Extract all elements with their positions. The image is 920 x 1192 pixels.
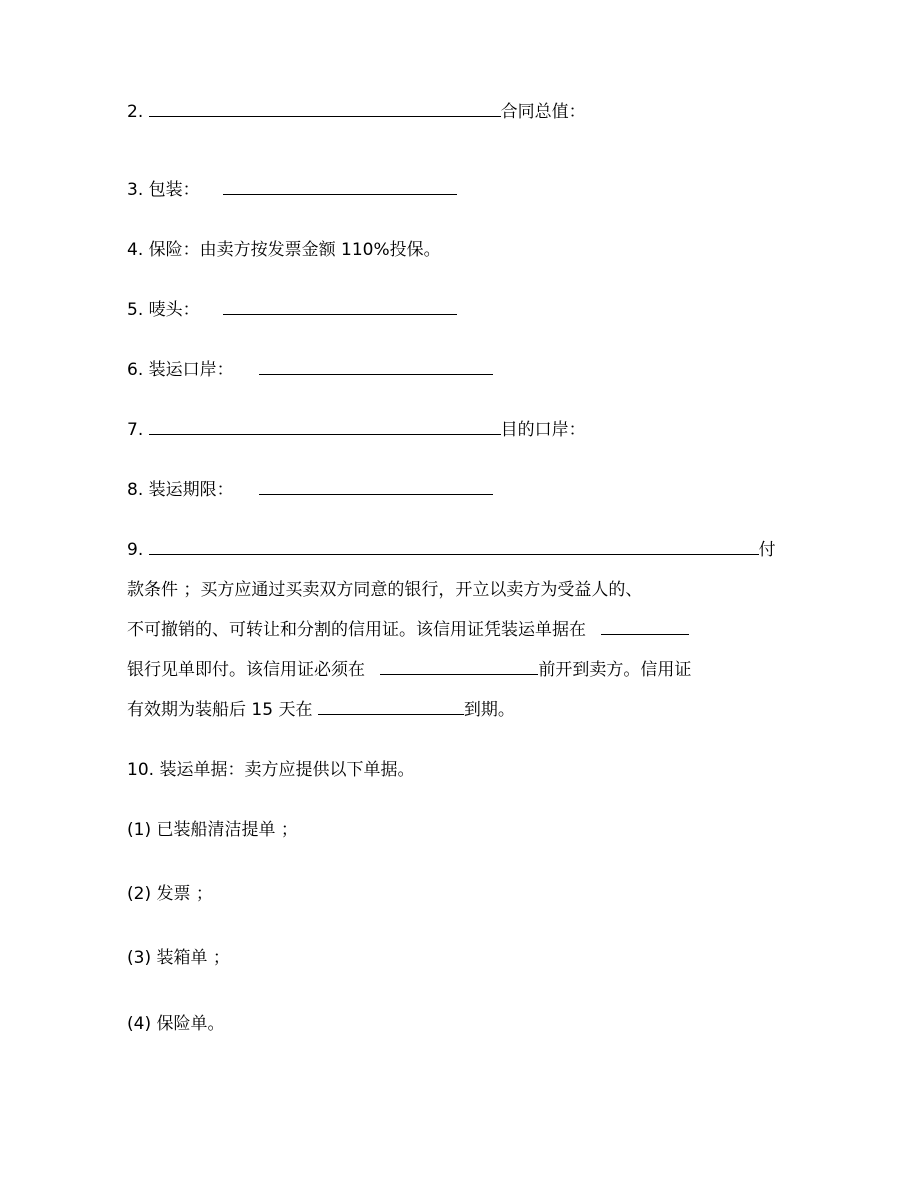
- item-9-days: 15: [251, 700, 274, 720]
- item-10-number: 10.: [127, 760, 155, 780]
- blank-line[interactable]: [223, 298, 457, 315]
- document-item-text: 装箱单 ；: [156, 948, 230, 968]
- item-9-line-4: [127, 698, 515, 722]
- item-9-line-4-mid: 天在: [278, 700, 313, 720]
- item-9-line-2-text: 不可撤销的、可转让和分割的信用证。该信用证凭装运单据在: [127, 620, 586, 640]
- blank-line[interactable]: [318, 698, 464, 715]
- document-item-text: 已装船清洁提单 ；: [156, 820, 298, 840]
- document-item-text: 保险单。: [156, 1014, 225, 1034]
- item-9-end: 付: [758, 540, 776, 560]
- item-7: [127, 418, 586, 442]
- item-5-number: 5.: [127, 300, 144, 320]
- item-9-line-2: [127, 618, 689, 642]
- item-6: [127, 358, 493, 382]
- blank-line[interactable]: [259, 478, 493, 495]
- item-4-tail: 投保。: [389, 240, 441, 260]
- item-9-number: 9.: [127, 540, 144, 560]
- item-7-number: 7.: [127, 420, 144, 440]
- document-item-4: [127, 1012, 225, 1036]
- blank-line[interactable]: [149, 100, 501, 117]
- blank-line[interactable]: [223, 178, 457, 195]
- blank-line[interactable]: [601, 618, 689, 635]
- item-9-line-4-text: 有效期为装船后: [127, 700, 246, 720]
- item-4-label: 保险：由卖方按发票金额: [148, 240, 336, 260]
- item-9-line-3-tail: 前开到卖方。信用证: [538, 660, 692, 680]
- blank-line[interactable]: [149, 538, 759, 555]
- item-3: [127, 178, 457, 202]
- document-item-text: 发票 ；: [156, 884, 213, 904]
- document-item-number: (2): [127, 884, 152, 904]
- blank-line[interactable]: [259, 358, 493, 375]
- document-item-1: [127, 818, 298, 842]
- item-5-label: 唛头：: [148, 300, 200, 320]
- item-8-label: 装运期限：: [148, 480, 234, 500]
- item-2: [127, 100, 586, 124]
- document-item-number: (1): [127, 820, 152, 840]
- item-8-number: 8.: [127, 480, 144, 500]
- item-3-label: 包装：: [148, 180, 200, 200]
- item-9-line-1: 款条件 ；买方应通过买卖双方同意的银行，开立以卖方为受益人的、: [127, 580, 643, 600]
- item-9-line-3-text: 银行见单即付。该信用证必须在: [127, 660, 365, 680]
- item-6-number: 6.: [127, 360, 144, 380]
- item-6-label: 装运口岸：: [148, 360, 234, 380]
- blank-line[interactable]: [149, 418, 501, 435]
- item-8: [127, 478, 493, 502]
- document-item-number: (3): [127, 948, 152, 968]
- item-2-number: 2.: [127, 102, 144, 122]
- item-10: [127, 758, 414, 782]
- document-item-3: [127, 946, 230, 970]
- item-3-number: 3.: [127, 180, 144, 200]
- item-7-label: 目的口岸：: [500, 420, 586, 440]
- document-item-2: [127, 882, 213, 906]
- item-9: [127, 538, 776, 562]
- item-4: [127, 238, 441, 262]
- document-item-number: (4): [127, 1014, 152, 1034]
- blank-line[interactable]: [380, 658, 538, 675]
- item-4-number: 4.: [127, 240, 144, 260]
- item-9-line-4-tail: 到期。: [463, 700, 515, 720]
- item-4-percentage: 110%: [341, 240, 390, 260]
- item-5: [127, 298, 457, 322]
- item-9-line-3: [127, 658, 691, 682]
- item-10-label: 装运单据：卖方应提供以下单据。: [159, 760, 415, 780]
- item-2-label: 合同总值：: [500, 102, 586, 122]
